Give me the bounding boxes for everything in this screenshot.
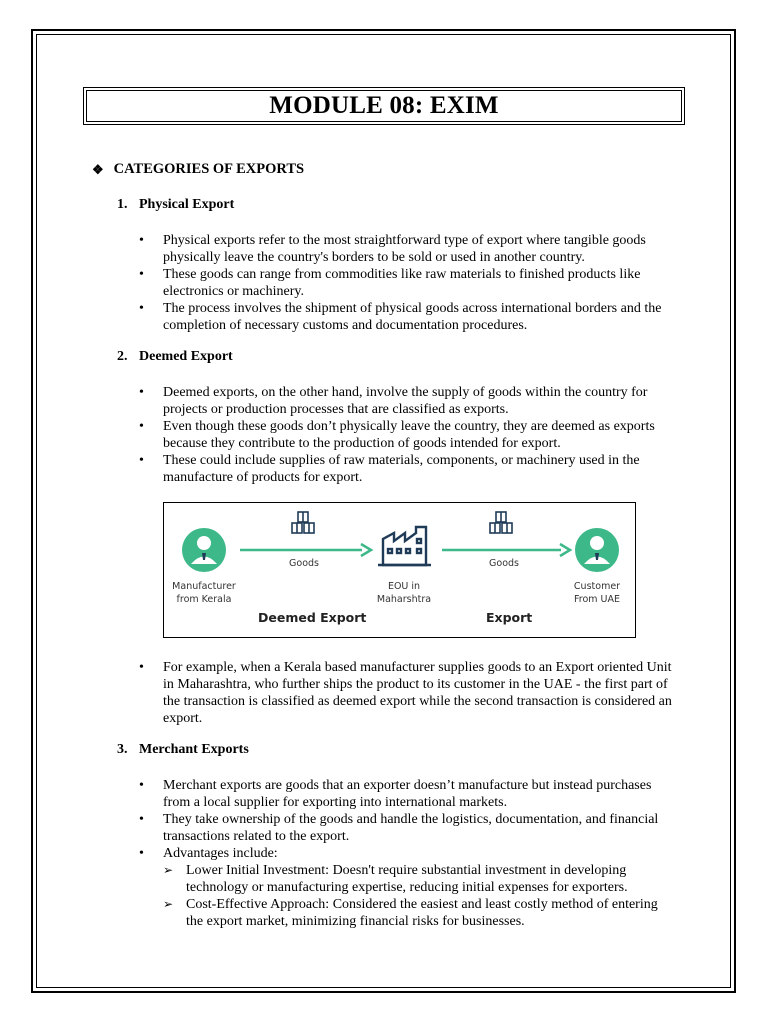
advantages-list	[163, 862, 677, 930]
list-item: • These goods can range from commodities like raw materials to finished products like electronics or machinery.	[137, 266, 677, 300]
subheading-physical-export: 1. Physical Export	[117, 197, 235, 212]
person-icon	[575, 528, 619, 572]
arrow-head-icon	[361, 544, 371, 556]
left-node-label: Manufacturer from Kerala	[172, 581, 236, 605]
arrow-head-icon	[560, 544, 570, 556]
list-item: • These could include supplies of raw materials, components, or machinery used in the manufacture of products for export.	[137, 452, 677, 486]
list-item: • Deemed exports, on the other hand, involve the supply of goods within the country for projects or production processes that are classified as exports.	[137, 384, 677, 418]
merchant-exports-list	[137, 777, 677, 930]
list-item: • Merchant exports are goods that an exporter doesn’t manufacture but instead purchases from a local supplier for exporting into international markets.	[137, 777, 677, 811]
subheading-deemed-export: 2. Deemed Export	[117, 349, 233, 364]
list-item: • For example, when a Kerala based manufacturer supplies goods to an Export oriented Unit in Maharashtra, who further ships the product to its customer in the UAE - the first part of the transaction is classified as deemed export while the second transaction is considered an export.	[137, 659, 677, 727]
goods-label: Goods	[289, 558, 319, 569]
right-node-label: Customer From UAE	[573, 581, 621, 605]
physical-export-list	[137, 232, 677, 334]
list-item: • Even though these goods don’t physically leave the country, they are deemed as exports because they contribute to the production of goods intended for export.	[137, 418, 677, 452]
boxes-icon	[490, 512, 512, 533]
boxes-icon	[292, 512, 314, 533]
list-item: • They take ownership of the goods and handle the logistics, documentation, and financial transactions related to the export.	[137, 811, 677, 845]
list-item: • Physical exports refer to the most straightforward type of export where tangible goods physically leave the country's borders to be sold or used in another country.	[137, 232, 677, 266]
person-icon	[182, 528, 226, 572]
diagram-graphics	[164, 503, 635, 637]
sub-list-item: ➢ Lower Initial Investment: Doesn't require substantial investment in developing technology or manufacturing expertise, reducing initial expenses for exporters.	[163, 862, 677, 896]
title-box	[83, 87, 685, 125]
page-title: MODULE 08: EXIM	[269, 92, 499, 119]
deemed-export-caption: Deemed Export	[258, 610, 367, 625]
list-item: • Advantages include: ➢ Lower Initial Investment: Doesn't require substantial investment in developing technology or manufacturing expertise, reducing initial expenses for exporters. ➢ Cost-Effective Approach: Considered the easiest and least costly method of entering the export market, minimizing financial risks for businesses.	[137, 845, 677, 930]
deemed-export-list	[137, 384, 677, 486]
factory-icon	[378, 527, 431, 565]
export-caption: Export	[486, 610, 533, 625]
deemed-export-example-list	[137, 659, 677, 727]
goods-label: Goods	[489, 558, 519, 569]
deemed-export-diagram	[163, 502, 636, 638]
section-heading-text: CATEGORIES OF EXPORTS	[113, 161, 305, 177]
diamond-bullet-icon: ❖	[92, 161, 104, 177]
sub-list-item: ➢ Cost-Effective Approach: Considered the easiest and least costly method of entering the export market, minimizing financial risks for businesses.	[163, 896, 677, 930]
middle-node-label: EOU in Maharshtra	[376, 581, 432, 605]
subheading-merchant-exports: 3. Merchant Exports	[117, 742, 249, 757]
list-item: • The process involves the shipment of physical goods across international borders and the completion of necessary customs and documentation procedures.	[137, 300, 677, 334]
section-heading	[92, 161, 304, 178]
